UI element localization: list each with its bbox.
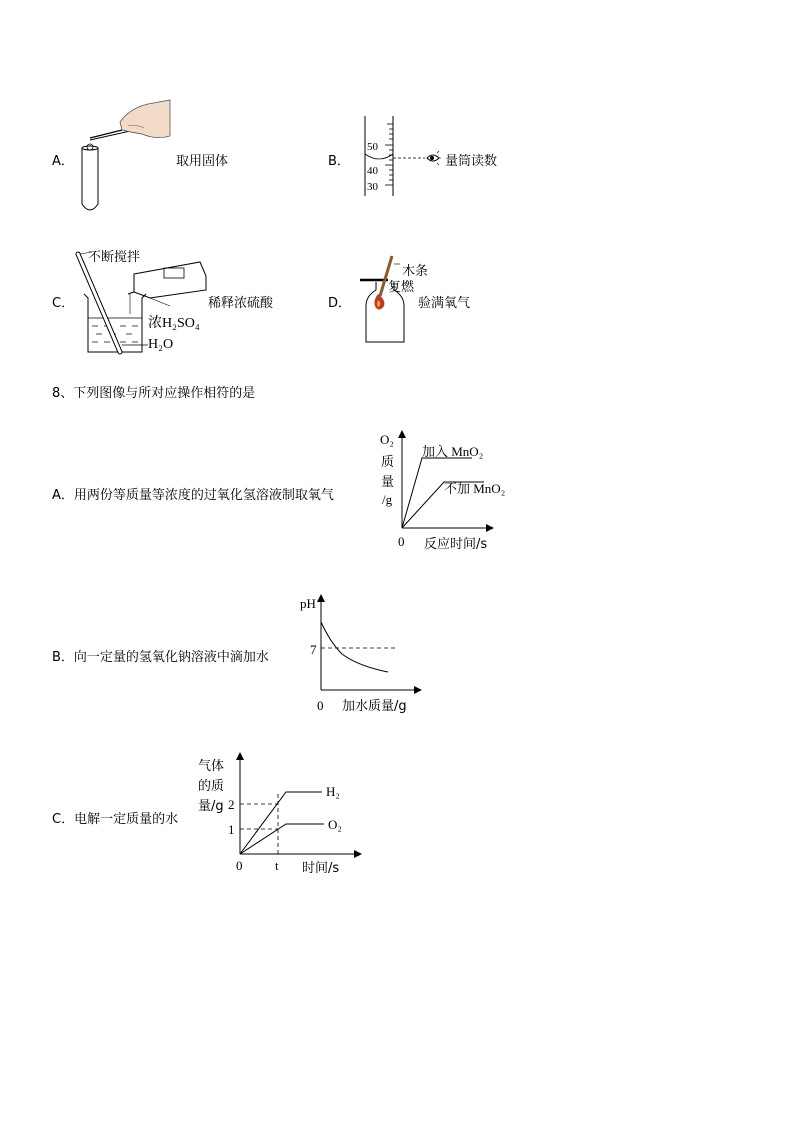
- cylinder-tick-30: 30: [367, 181, 378, 193]
- water-label: H₂O: [148, 337, 174, 352]
- option-b-letter: B．: [328, 154, 350, 169]
- chart-a-legend-no-mno2: 不加 MnO₂: [444, 481, 506, 496]
- chart-a-ylabel-o2: O₂: [380, 432, 394, 447]
- chart-c-electrolysis: [194, 754, 364, 878]
- chart-a-origin: 0: [398, 534, 405, 549]
- option-a-caption: 取用固体: [176, 154, 229, 169]
- relit-label: 复燃: [388, 280, 415, 295]
- chart-c-xlabel: 时间/s: [302, 861, 340, 876]
- option-d-caption: 验满氧气: [418, 296, 471, 311]
- chart-c-ylabel-2: 的质: [198, 779, 225, 794]
- chart-c-origin: 0: [236, 858, 243, 873]
- chart-a-legend-mno2: 加入 MnO₂: [422, 444, 484, 459]
- option-b-caption: 量筒读数: [445, 154, 498, 169]
- ph-curve: [321, 622, 388, 672]
- q8-option-c-text: C．电解一定质量的水: [52, 812, 179, 827]
- chart-a-oxygen: [372, 430, 522, 555]
- chart-b-origin: 0: [317, 698, 324, 713]
- chart-c-tick-1: 1: [228, 822, 235, 837]
- chart-c-ylabel-3: 量/g: [198, 799, 224, 814]
- chart-c-legend-h2: H₂: [326, 784, 340, 799]
- q8-option-b-text: B．向一定量的氢氧化钠溶液中滴加水: [52, 650, 269, 665]
- chart-c-ylabel-1: 气体: [198, 759, 225, 774]
- chart-a-xlabel: 反应时间/s: [424, 537, 488, 552]
- chart-b-ph: [298, 592, 428, 716]
- option-d-letter: D．: [328, 296, 352, 311]
- q8-option-a-text: A．用两份等质量等浓度的过氧化氢溶液制取氧气: [52, 488, 334, 503]
- chart-b-ylabel: pH: [300, 596, 316, 611]
- stick-label: 木条: [402, 264, 429, 279]
- chart-b-xlabel: 加水质量/g: [342, 699, 407, 714]
- chart-b-tick-7: 7: [310, 642, 317, 657]
- chart-c-t-label: t: [275, 858, 279, 873]
- series-h2: [240, 792, 322, 854]
- option-c-caption: 稀释浓硫酸: [208, 296, 274, 311]
- option-c-letter: C．: [52, 296, 75, 311]
- chart-c-legend-o2: O₂: [328, 817, 342, 832]
- acid-label: 浓H₂SO₄: [148, 316, 200, 331]
- chart-a-ylabel-unit: /g: [382, 492, 393, 507]
- cylinder-tick-50: 50: [367, 141, 378, 153]
- chart-a-ylabel-liang: 量: [381, 475, 395, 490]
- test-tube-illustration: [70, 100, 180, 220]
- stir-label: 不断搅拌: [88, 250, 141, 265]
- chart-a-ylabel-zhi: 质: [381, 455, 395, 470]
- series-o2: [240, 824, 324, 854]
- cylinder-tick-40: 40: [367, 165, 378, 177]
- eye-icon: [427, 151, 441, 165]
- question-8-stem: 8、下列图像与所对应操作相符的是: [52, 386, 256, 401]
- option-a-letter: A．: [52, 154, 74, 169]
- chart-c-tick-2: 2: [228, 797, 235, 812]
